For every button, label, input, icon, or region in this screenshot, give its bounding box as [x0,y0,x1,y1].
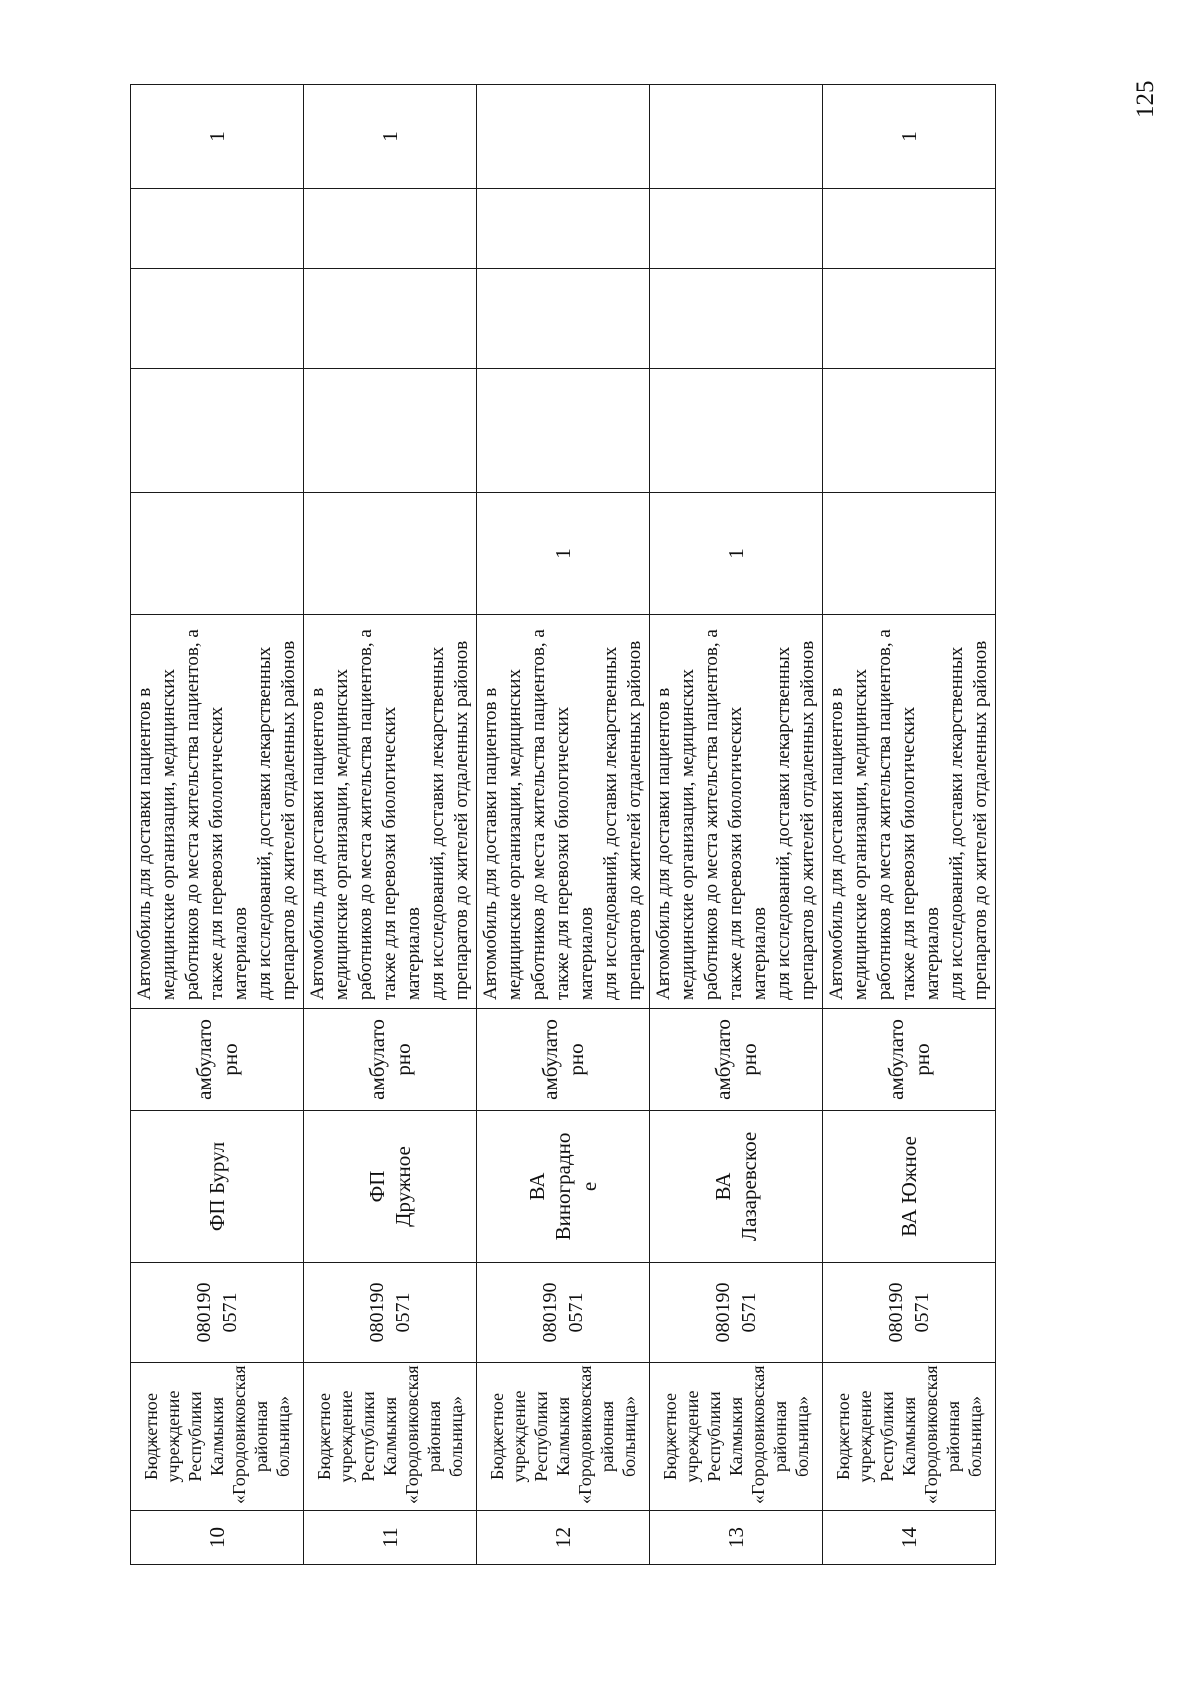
organization-code: 080190 0571 [304,1263,477,1363]
quantity-col-5: 1 [304,85,477,189]
table-row [823,85,996,1565]
vehicle-description: Автомобиль для доставки пациентов в медицинские организации, медицинских работников до места жительства пациентов, а также для перевозки биологических материалов для исследований, доставки лекарственных препаратов до жителей отдаленных районов [304,615,477,1009]
vehicle-description: Автомобиль для доставки пациентов в медицинские организации, медицинских работников до места жительства пациентов, а также для перевозки биологических материалов для исследований, доставки лекарственных препаратов до жителей отдаленных районов [823,615,996,1009]
table-row [304,85,477,1565]
unit-name: ФП Дружное [304,1111,477,1263]
quantity-col-1 [304,493,477,615]
vehicle-description: Автомобиль для доставки пациентов в медицинские организации, медицинских работников до места жительства пациентов, а также для перевозки биологических материалов для исследований, доставки лекарственных препаратов до жителей отдаленных районов [131,615,304,1009]
quantity-col-4 [823,189,996,269]
unit-name: ФП Бурул [131,1111,304,1263]
unit-name: ВА Южное [823,1111,996,1263]
quantity-col-2 [477,369,650,493]
table-row [131,85,304,1565]
quantity-col-1 [823,493,996,615]
quantity-col-4 [477,189,650,269]
care-condition: амбулато рно [823,1009,996,1111]
organization-code: 080190 0571 [477,1263,650,1363]
quantity-col-5 [477,85,650,189]
rotated-table-container [130,85,991,1565]
quantity-col-1: 1 [477,493,650,615]
quantity-col-3 [131,269,304,369]
row-number: 12 [477,1511,650,1565]
quantity-col-5 [650,85,823,189]
organization-name: Бюджетное учреждение Республики Калмыкия «Городовиковская районная больница» [131,1363,304,1511]
organization-code: 080190 0571 [650,1263,823,1363]
care-condition: амбулато рно [131,1009,304,1111]
row-number: 14 [823,1511,996,1565]
row-number: 13 [650,1511,823,1565]
vehicle-description: Автомобиль для доставки пациентов в медицинские организации, медицинских работников до места жительства пациентов, а также для перевозки биологических материалов для исследований, доставки лекарственных препаратов до жителей отдаленных районов [650,615,823,1009]
page-number: 125 [1132,80,1159,118]
unit-name: ВА Виноградно е [477,1111,650,1263]
quantity-col-2 [823,369,996,493]
quantity-col-3 [304,269,477,369]
vehicle-allocation-table [130,84,996,1565]
table-row [477,85,650,1565]
organization-name: Бюджетное учреждение Республики Калмыкия «Городовиковская районная больница» [650,1363,823,1511]
organization-code: 080190 0571 [131,1263,304,1363]
quantity-col-3 [477,269,650,369]
quantity-col-5: 1 [823,85,996,189]
table-row [650,85,823,1565]
quantity-col-3 [823,269,996,369]
row-number: 10 [131,1511,304,1565]
quantity-col-1: 1 [650,493,823,615]
row-number: 11 [304,1511,477,1565]
care-condition: амбулато рно [304,1009,477,1111]
quantity-col-4 [131,189,304,269]
vehicle-description: Автомобиль для доставки пациентов в медицинские организации, медицинских работников до места жительства пациентов, а также для перевозки биологических материалов для исследований, доставки лекарственных препаратов до жителей отдаленных районов [477,615,650,1009]
unit-name: ВА Лазаревское [650,1111,823,1263]
quantity-col-5: 1 [131,85,304,189]
organization-name: Бюджетное учреждение Республики Калмыкия «Городовиковская районная больница» [823,1363,996,1511]
quantity-col-2 [304,369,477,493]
quantity-col-3 [650,269,823,369]
organization-code: 080190 0571 [823,1263,996,1363]
quantity-col-4 [650,189,823,269]
care-condition: амбулато рно [650,1009,823,1111]
organization-name: Бюджетное учреждение Республики Калмыкия «Городовиковская районная больница» [477,1363,650,1511]
care-condition: амбулато рно [477,1009,650,1111]
quantity-col-2 [131,369,304,493]
quantity-col-2 [650,369,823,493]
organization-name: Бюджетное учреждение Республики Калмыкия «Городовиковская районная больница» [304,1363,477,1511]
quantity-col-1 [131,493,304,615]
quantity-col-4 [304,189,477,269]
